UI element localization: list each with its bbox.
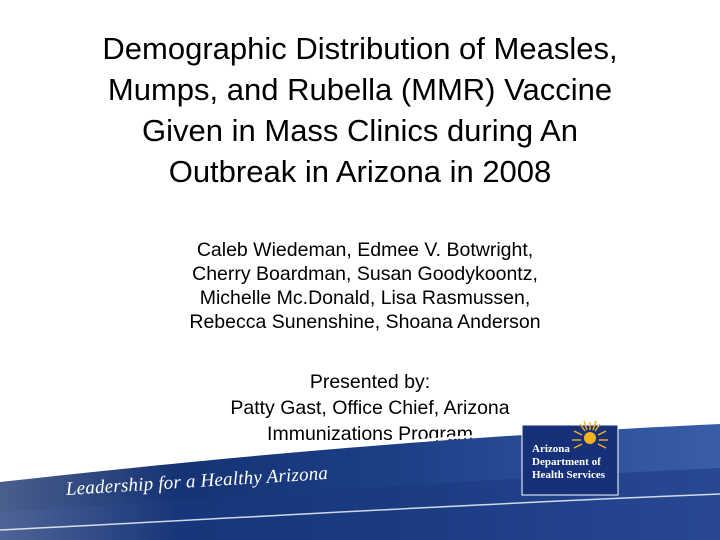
author-line: Caleb Wiedeman, Edmee V. Botwright, — [196, 239, 534, 261]
banner-slogan: Leadership for a Healthy Arizona — [65, 462, 329, 500]
title-line: Mumps, and Rubella (MMR) Vaccine — [107, 72, 613, 107]
author-line: Cherry Boardman, Susan Goodykoontz, — [192, 263, 538, 285]
presenter-line: Patty Gast, Office Chief, Arizona — [230, 397, 510, 419]
title-line: Demographic Distribution of Measles, — [102, 31, 618, 66]
logo-line: Arizona — [532, 443, 570, 455]
logo-line: Health Services — [532, 469, 606, 481]
slide-title — [30, 28, 690, 192]
title-line: Given in Mass Clinics during An — [142, 113, 578, 148]
presenter-label: Presented by: — [309, 371, 431, 393]
adhs-logo — [532, 443, 622, 482]
title-line: Outbreak in Arizona in 2008 — [168, 154, 552, 189]
author-list — [110, 238, 620, 334]
author-line: Rebecca Sunenshine, Shoana Anderson — [189, 311, 541, 333]
logo-line: Department of — [532, 456, 601, 468]
presenter-line: Immunizations Program — [267, 423, 473, 445]
author-line: Michelle Mc.Donald, Lisa Rasmussen, — [199, 287, 531, 309]
